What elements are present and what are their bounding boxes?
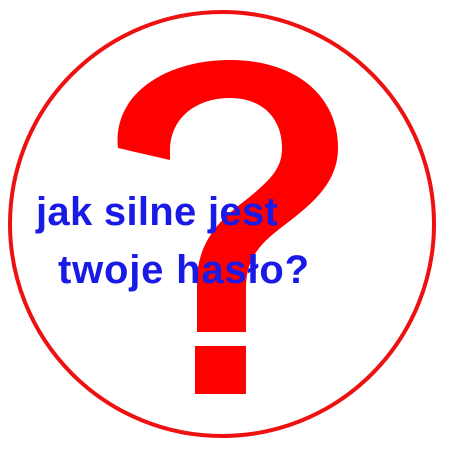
caption-line-2: twoje hasło? [58, 248, 310, 292]
caption-line-1: jak silne jest [36, 190, 279, 234]
question-mark-dot [195, 346, 246, 394]
